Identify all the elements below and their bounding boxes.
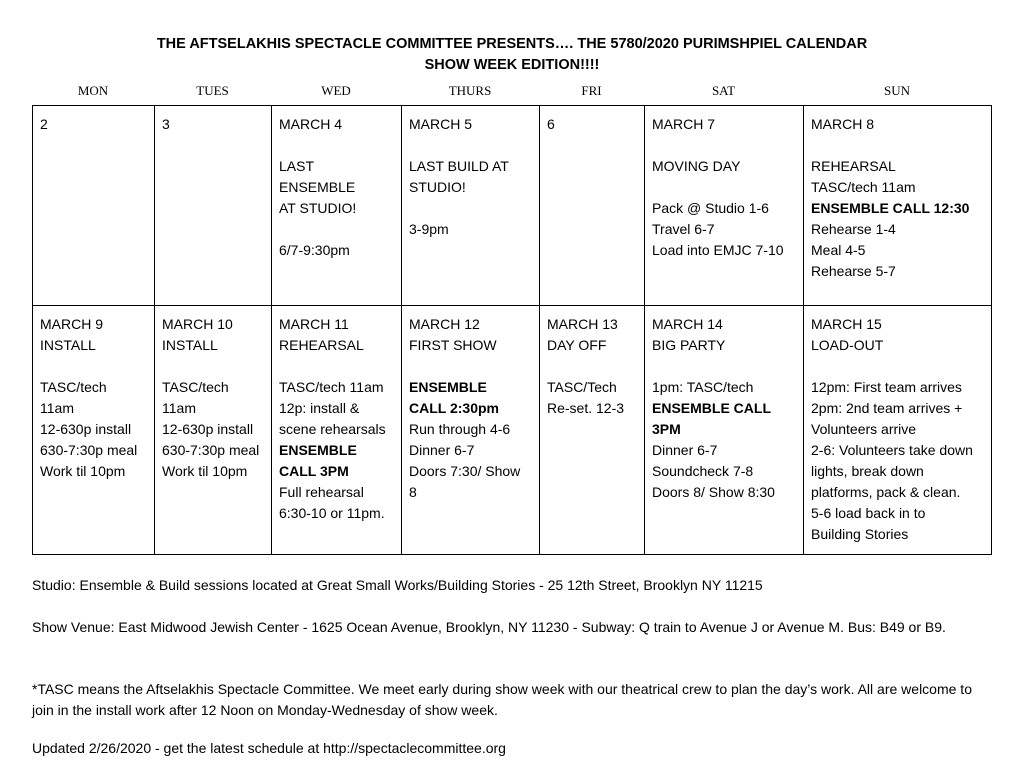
cell-line: Meal 4-5 <box>811 242 866 258</box>
day-cell-march-15 <box>804 306 992 555</box>
cell-line: 2-6: Volunteers take down <box>811 442 973 458</box>
cell-line: TASC/tech <box>40 379 107 395</box>
day-header-sun: SUN <box>883 83 910 98</box>
cell-line: Dinner 6-7 <box>409 442 475 458</box>
cell-line: 11am <box>162 400 196 416</box>
day-cell-march-3 <box>155 106 272 306</box>
cell-line: 630-7:30p meal <box>162 442 260 458</box>
day-cell-march-12 <box>402 306 540 555</box>
cell-line: 3-9pm <box>409 221 449 237</box>
day-cell-march-11 <box>272 306 402 555</box>
cell-line: Travel 6-7 <box>652 221 715 237</box>
day-header-fri: FRI <box>581 83 602 98</box>
cell-line: Building Stories <box>811 526 909 542</box>
cell-line: scene rehearsals <box>279 421 386 437</box>
day-cell-march-9 <box>33 306 155 555</box>
day-cell-march-7 <box>645 106 804 306</box>
cell-line: MOVING DAY <box>652 158 741 174</box>
cell-line: Work til 10pm <box>162 463 248 479</box>
cell-date: MARCH 15 <box>811 316 882 332</box>
cell-line: 5-6 load back in to <box>811 505 926 521</box>
cell-date: 2 <box>40 116 48 132</box>
cell-date: MARCH 11 <box>279 316 349 332</box>
cell-line: LAST <box>279 158 315 174</box>
tasc-note: *TASC means the Aftselakhis Spectacle Committee. We meet early during show week with our theatrical crew to plan the day’s work. All are welcome to join in the install work after 12 Noon on Monday-Wednesday of show week. <box>32 681 972 718</box>
venue-note: Show Venue: East Midwood Jewish Center - 1625 Ocean Avenue, Brooklyn, NY 11230 - Subway: Q train to Avenue J or Avenue M. Bus: B49 or B9. <box>32 619 946 635</box>
day-cell-march-13 <box>540 306 645 555</box>
cell-line: REHEARSAL <box>811 158 896 174</box>
cell-line: Rehearse 1-4 <box>811 221 896 237</box>
cell-line: ENSEMBLE <box>279 179 356 195</box>
calendar-title: THE AFTSELAKHIS SPECTACLE COMMITTEE PRESENTS…. THE 5780/2020 PURIMSHPIEL CALENDAR <box>156 36 868 52</box>
ensemble-call: ENSEMBLE CALL 12:30 <box>811 200 970 216</box>
cell-line: Dinner 6-7 <box>652 442 718 458</box>
ensemble-call: CALL 3PM <box>279 463 349 479</box>
cell-line: 630-7:30p meal <box>40 442 138 458</box>
cell-line: 6:30-10 or 11pm. <box>279 505 385 521</box>
cell-line: 12-630p install <box>162 421 254 437</box>
day-cell-march-2 <box>33 106 155 306</box>
cell-line: 12p: install & <box>279 400 360 416</box>
day-cell-march-4 <box>272 106 402 306</box>
ensemble-call: 3PM <box>652 421 681 437</box>
cell-line: Doors 7:30/ Show <box>409 463 521 479</box>
ensemble-call: CALL 2:30pm <box>409 400 499 416</box>
cell-line: AT STUDIO! <box>279 200 357 216</box>
cell-title: INSTALL <box>162 337 218 353</box>
cell-line: Doors 8/ Show 8:30 <box>652 484 775 500</box>
cell-date: MARCH 8 <box>811 116 875 132</box>
day-cell-march-8 <box>804 106 992 306</box>
day-header-tue: TUES <box>196 83 229 98</box>
cell-line: Re-set. 12-3 <box>547 400 625 416</box>
studio-note: Studio: Ensemble & Build sessions located at Great Small Works/Building Stories - 25 12th Street, Brooklyn NY 11215 <box>32 577 763 593</box>
cell-title: REHEARSAL <box>279 337 364 353</box>
ensemble-call: ENSEMBLE <box>279 442 357 458</box>
cell-line: TASC/tech 11am <box>811 179 916 195</box>
cell-date: 6 <box>547 116 555 132</box>
cell-line: Work til 10pm <box>40 463 126 479</box>
cell-line: 8 <box>409 484 417 500</box>
cell-line: 12-630p install <box>40 421 132 437</box>
cell-date: MARCH 4 <box>279 116 343 132</box>
cell-line: 11am <box>40 400 74 416</box>
cell-line: 2pm: 2nd team arrives + <box>811 400 963 416</box>
cell-line: 12pm: First team arrives <box>811 379 962 395</box>
calendar-grid <box>32 105 992 555</box>
cell-date: MARCH 14 <box>652 316 723 332</box>
week-row-1 <box>33 106 992 306</box>
day-header-thu: THURS <box>448 83 492 98</box>
cell-line: platforms, pack & clean. <box>811 484 961 500</box>
cell-title: INSTALL <box>40 337 96 353</box>
cell-line: TASC/tech 11am <box>279 379 384 395</box>
cell-line: Volunteers arrive <box>811 421 917 437</box>
cell-title: FIRST SHOW <box>409 337 497 353</box>
cell-date: MARCH 9 <box>40 316 104 332</box>
day-cell-march-14 <box>645 306 804 555</box>
cell-line: LAST BUILD AT <box>409 158 509 174</box>
cell-date: MARCH 10 <box>162 316 233 332</box>
cell-date: MARCH 5 <box>409 116 473 132</box>
day-cell-march-5 <box>402 106 540 306</box>
cell-title: DAY OFF <box>547 337 607 353</box>
cell-line: Run through 4-6 <box>409 421 511 437</box>
ensemble-call: ENSEMBLE CALL <box>652 400 771 416</box>
calendar-subtitle: SHOW WEEK EDITION!!!! <box>424 57 600 73</box>
cell-line: Rehearse 5-7 <box>811 263 896 279</box>
day-header-wed: WED <box>321 83 351 98</box>
cell-title: BIG PARTY <box>652 337 726 353</box>
week-row-2 <box>33 306 992 555</box>
ensemble-call: ENSEMBLE <box>409 379 487 395</box>
cell-line: 1pm: TASC/tech <box>652 379 754 395</box>
cell-line: Full rehearsal <box>279 484 364 500</box>
cell-date: 3 <box>162 116 170 132</box>
cell-line: Load into EMJC 7-10 <box>652 242 784 258</box>
day-cell-march-10 <box>155 306 272 555</box>
cell-line: STUDIO! <box>409 179 466 195</box>
cell-line: TASC/Tech <box>547 379 617 395</box>
day-header-sat: SAT <box>711 83 736 98</box>
cell-date: MARCH 7 <box>652 116 716 132</box>
cell-title: LOAD-OUT <box>811 337 884 353</box>
cell-line: Soundcheck 7-8 <box>652 463 754 479</box>
cell-line: Pack @ Studio 1-6 <box>652 200 769 216</box>
cell-line: lights, break down <box>811 463 924 479</box>
cell-line: TASC/tech <box>162 379 229 395</box>
day-cell-march-6 <box>540 106 645 306</box>
updated-note: Updated 2/26/2020 - get the latest schedule at http://spectaclecommittee.org <box>32 740 506 756</box>
cell-date: MARCH 12 <box>409 316 480 332</box>
day-header-mon: MON <box>77 83 109 98</box>
cell-date: MARCH 13 <box>547 316 618 332</box>
cell-line: 6/7-9:30pm <box>279 242 350 258</box>
